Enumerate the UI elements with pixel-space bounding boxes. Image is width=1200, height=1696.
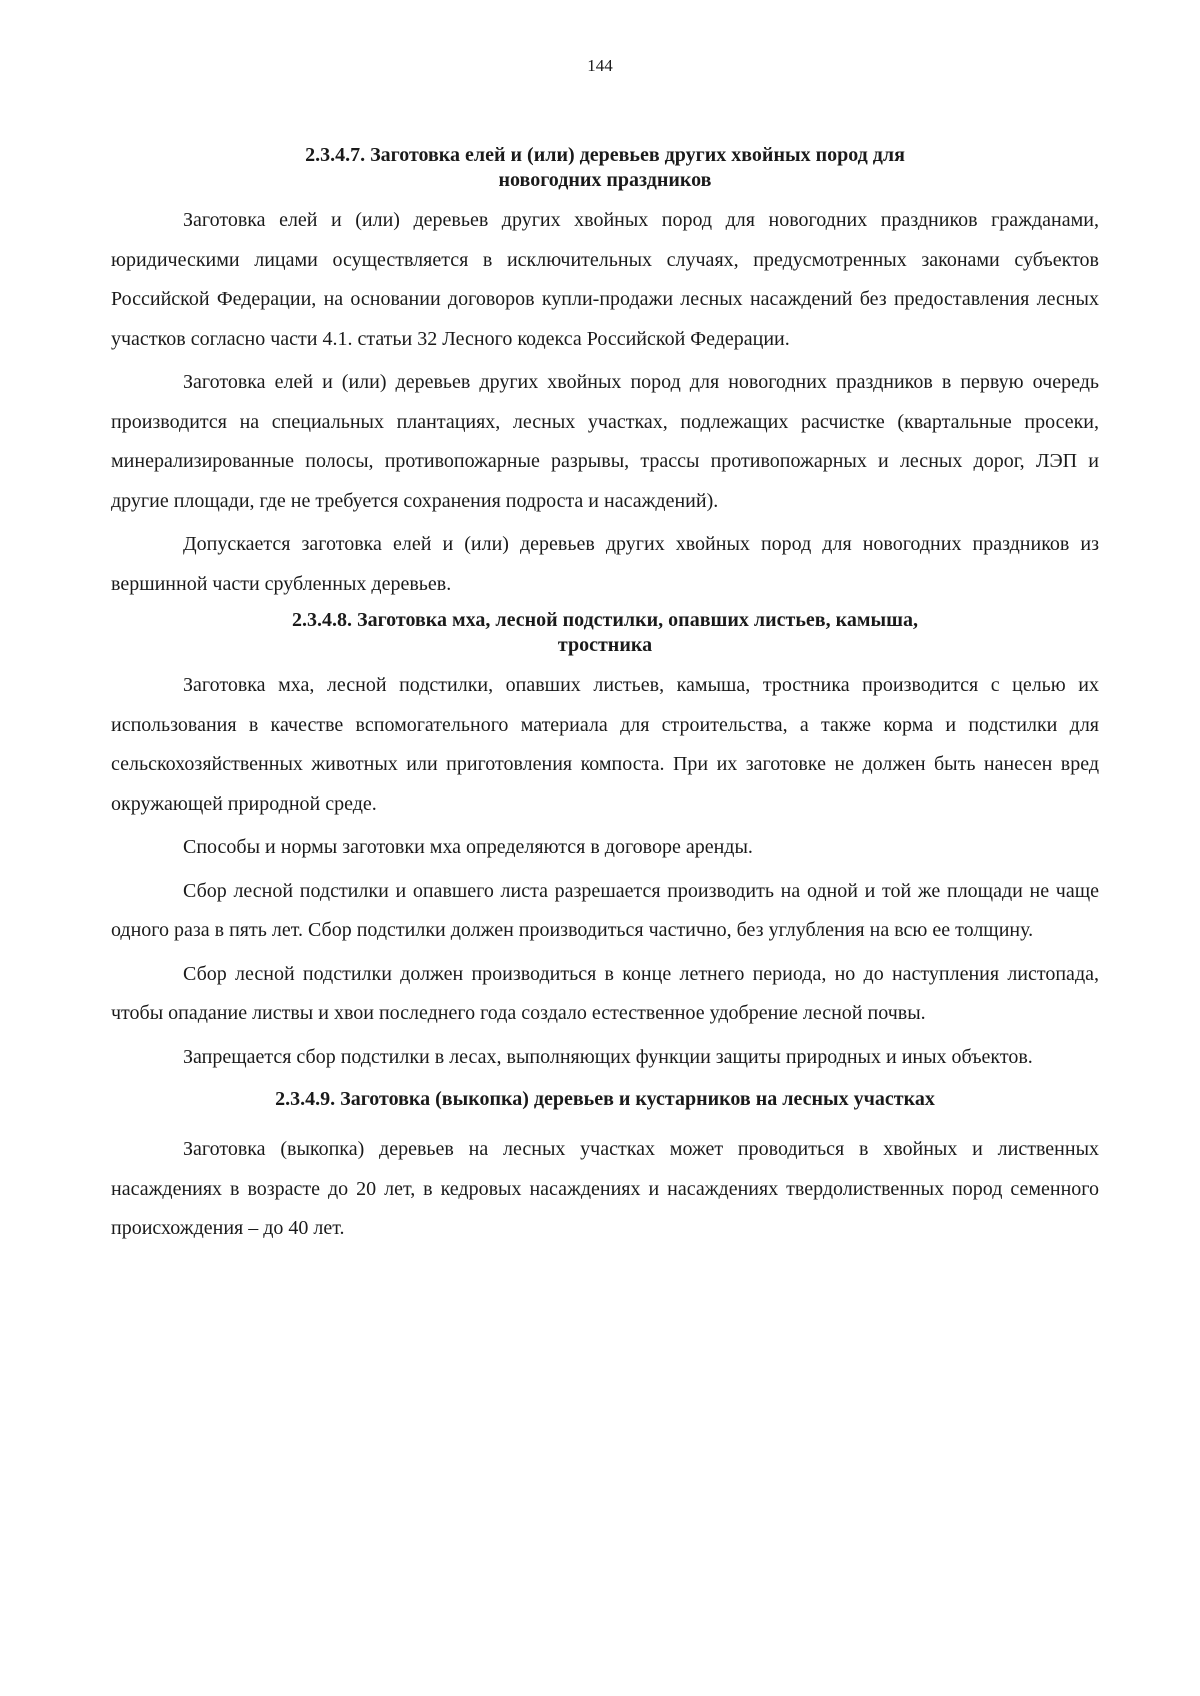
heading-line: 2.3.4.8. Заготовка мха, лесной подстилки, опавших листьев, камыша, bbox=[292, 609, 918, 631]
paragraph: Способы и нормы заготовки мха определяются в договоре аренды. bbox=[183, 836, 753, 858]
heading-line: тростника bbox=[557, 634, 653, 656]
paragraph: Допускается заготовка елей и (или) деревьев других хвойных пород для новогодних праздников из вершинной части срубленных деревьев. bbox=[111, 533, 1099, 595]
section-heading-2-3-4-9 bbox=[111, 1087, 1099, 1112]
page-number: 144 bbox=[587, 56, 613, 75]
section-heading-2-3-4-7 bbox=[111, 143, 1099, 193]
paragraph: Запрещается сбор подстилки в лесах, выполняющих функции защиты природных и иных объектов. bbox=[183, 1045, 1033, 1068]
paragraph: Заготовка елей и (или) деревьев других хвойных пород для новогодних праздников гражданами, юридическими лицами осуществляется в исключительных случаях, предусмотренных законами субъектов Российской Федерации, на основании договоров купли-продажи лесных насаждений без предоставления лесных участков согласно части 4.1. статьи 32 Лесного кодекса Российской Федерации. bbox=[111, 209, 1099, 350]
paragraph: Сбор лесной подстилки должен производиться в конце летнего периода, но до наступления листопада, чтобы опадание листвы и хвои последнего года создало естественное удобрение лесной почвы. bbox=[111, 962, 1099, 1024]
heading-line: новогодних праздников bbox=[498, 169, 712, 191]
heading-line: 2.3.4.9. Заготовка (выкопка) деревьев и кустарников на лесных участках bbox=[275, 1088, 935, 1110]
paragraph: Заготовка (выкопка) деревьев на лесных участках может проводиться в хвойных и лиственных насаждениях в возрасте до 20 лет, в кедровых насаждениях и насаждениях твердолиственных пород семенного происхождения – до 40 лет. bbox=[111, 1138, 1099, 1239]
paragraph: Заготовка мха, лесной подстилки, опавших листьев, камыша, тростника производится с целью их использования в качестве вспомогательного материала для строительства, а также корма и подстилки для сельскохозяйственных животных или приготовления компоста. При их заготовке не должен быть нанесен вред окружающей природной среде. bbox=[111, 674, 1099, 815]
paragraph: Заготовка елей и (или) деревьев других хвойных пород для новогодних праздников в первую очередь производится на специальных плантациях, лесных участках, подлежащих расчистке (квартальные просеки, минерализированные полосы, противопожарные разрывы, трассы противопожарных и лесных дорог, ЛЭП и другие площади, где не требуется сохранения подроста и насаждений). bbox=[111, 371, 1099, 512]
heading-line: 2.3.4.7. Заготовка елей и (или) деревьев других хвойных пород для bbox=[305, 144, 905, 166]
section-heading-2-3-4-8 bbox=[111, 608, 1099, 658]
document-body bbox=[111, 143, 1099, 1253]
paragraph: Сбор лесной подстилки и опавшего листа разрешается производить на одной и той же площади не чаще одного раза в пять лет. Сбор подстилки должен производиться частично, без углубления на всю ее толщину. bbox=[111, 879, 1099, 941]
